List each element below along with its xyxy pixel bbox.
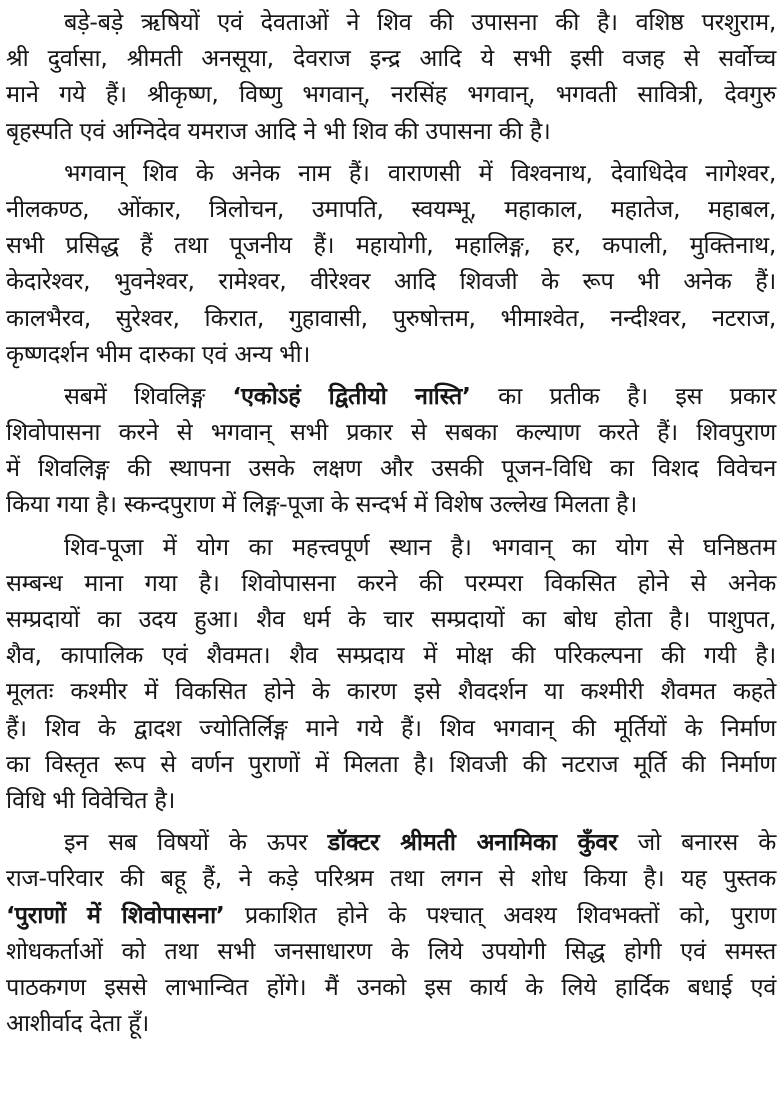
paragraph-names-of-shiva (6, 155, 776, 372)
text-line: में शिवलिङ्ग की स्थापना उसके लक्षण और उसकी पूजन-विधि का विशद विवेचन (6, 454, 776, 483)
text-line: शिव-पूजा में योग का महत्त्वपूर्ण स्थान है। भगवान् का योग से घनिष्ठतम (64, 532, 776, 561)
text-line: बृहस्पति एवं अग्निदेव यमराज आदि ने भी शिव की उपासना की है। (6, 116, 551, 145)
text-line: पाठकगण इससे लाभान्वित होंगे। मैं उनको इस कार्य के लिये हार्दिक बधाई एवं (6, 972, 776, 1001)
text-line: शोधकर्ताओं को तथा सभी जनसाधारण के लिये उपयोगी सिद्ध होगी एवं समस्त (6, 936, 776, 965)
text-segment: जो बनारस के (617, 828, 776, 857)
text-line: हैं। शिव के द्वादश ज्योतिर्लिङ्ग माने गये हैं। शिव भगवान् की मूर्तियों के निर्माण (6, 713, 776, 742)
text-line: केदारेश्वर, भुवनेश्वर, रामेश्वर, वीरेश्वर आदि शिवजी के रूप भी अनेक हैं। (6, 267, 776, 296)
text-line: श्री दुर्वासा, श्रीमती अनसूया, देवराज इन्द्र आदि ये सभी इसी वजह से सर्वोच्च (6, 44, 776, 73)
paragraph-author (6, 824, 776, 1041)
text-line: सम्प्रदायों का उदय हुआ। शैव धर्म के चार सम्प्रदायों का बोध होता है। पाशुपत, (6, 605, 776, 633)
paragraph-rishis (6, 4, 776, 149)
author-name: डॉक्टर श्रीमती अनामिका कुँवर (327, 828, 618, 857)
text-segment: का प्रतीक है। इस प्रकार (470, 381, 777, 410)
text-line (6, 378, 776, 414)
text-line: कृष्णदर्शन भीम दारुका एवं अन्य भी। (6, 339, 311, 368)
text-line: राज-परिवार की बहू हैं, ने कड़े परिश्रम तथा लगन से शोध किया है। यह पुस्तक (6, 864, 776, 893)
text-line: सभी प्रसिद्ध हैं तथा पूजनीय हैं। महायोगी, महालिङ्ग, हर, कपाली, मुक्तिनाथ, (6, 231, 776, 260)
text-line: शिवोपासना करने से भगवान् सभी प्रकार से सबका कल्याण करते हैं। शिवपुराण (6, 418, 776, 447)
text-line (6, 897, 776, 933)
text-line: किया गया है। स्कन्दपुराण में लिङ्ग-पूजा के सन्दर्भ में विशेष उल्लेख मिलता है। (6, 490, 637, 519)
text-segment: इन सब विषयों के ऊपर (64, 828, 328, 857)
text-line: शैव, कापालिक एवं शैवमत। शैव सम्प्रदाय में मोक्ष की परिकल्पना की गयी है। (6, 641, 776, 670)
paragraph-yoga (6, 529, 776, 819)
text-segment: प्रकाशित होने के पश्चात् अवश्य शिवभक्तों को, पुराण (224, 900, 776, 929)
text-line: नीलकण्ठ, ओंकार, त्रिलोचन, उमापति, स्वयम्भू, महाकाल, महातेज, महाबल, (6, 194, 776, 223)
text-line: बड़े-बड़े ऋषियों एवं देवताओं ने शिव की उपासना की है। वशिष्ठ परशुराम, (64, 8, 776, 36)
text-line: विधि भी विवेचित है। (6, 785, 176, 814)
bold-quote: ‘एकोऽहं द्वितीयो नास्ति’ (232, 381, 471, 410)
book-title: ‘पुराणों में शिवोपासना’ (6, 900, 225, 929)
text-line (6, 824, 776, 860)
text-line: सम्बन्ध माना गया है। शिवोपासना करने की परम्परा विकसित होने से अनेक (6, 568, 776, 597)
text-line: का विस्तृत रूप से वर्णन पुराणों में मिलता है। शिवजी की नटराज मूर्ति की निर्माण (6, 749, 776, 778)
text-line: आशीर्वाद देता हूँ। (6, 1009, 149, 1038)
text-segment: सबमें शिवलिङ्ग (64, 381, 233, 410)
text-line: माने गये हैं। श्रीकृष्ण, विष्णु भगवान्, नरसिंह भगवान्, भगवती सावित्री, देवगुरु (6, 80, 776, 109)
text-line: मूलतः कश्मीर में विकसित होने के कारण इसे शैवदर्शन या कश्मीरी शैवमत कहते (6, 677, 776, 706)
text-line: भगवान् शिव के अनेक नाम हैं। वाराणसी में विश्वनाथ, देवाधिदेव नागेश्वर, (64, 158, 776, 187)
paragraph-shivalinga (6, 378, 776, 523)
text-line: कालभैरव, सुरेश्वर, किरात, गुहावासी, पुरुषोत्तम, भीमाश्वेत, नन्दीश्वर, नटराज, (6, 303, 776, 332)
